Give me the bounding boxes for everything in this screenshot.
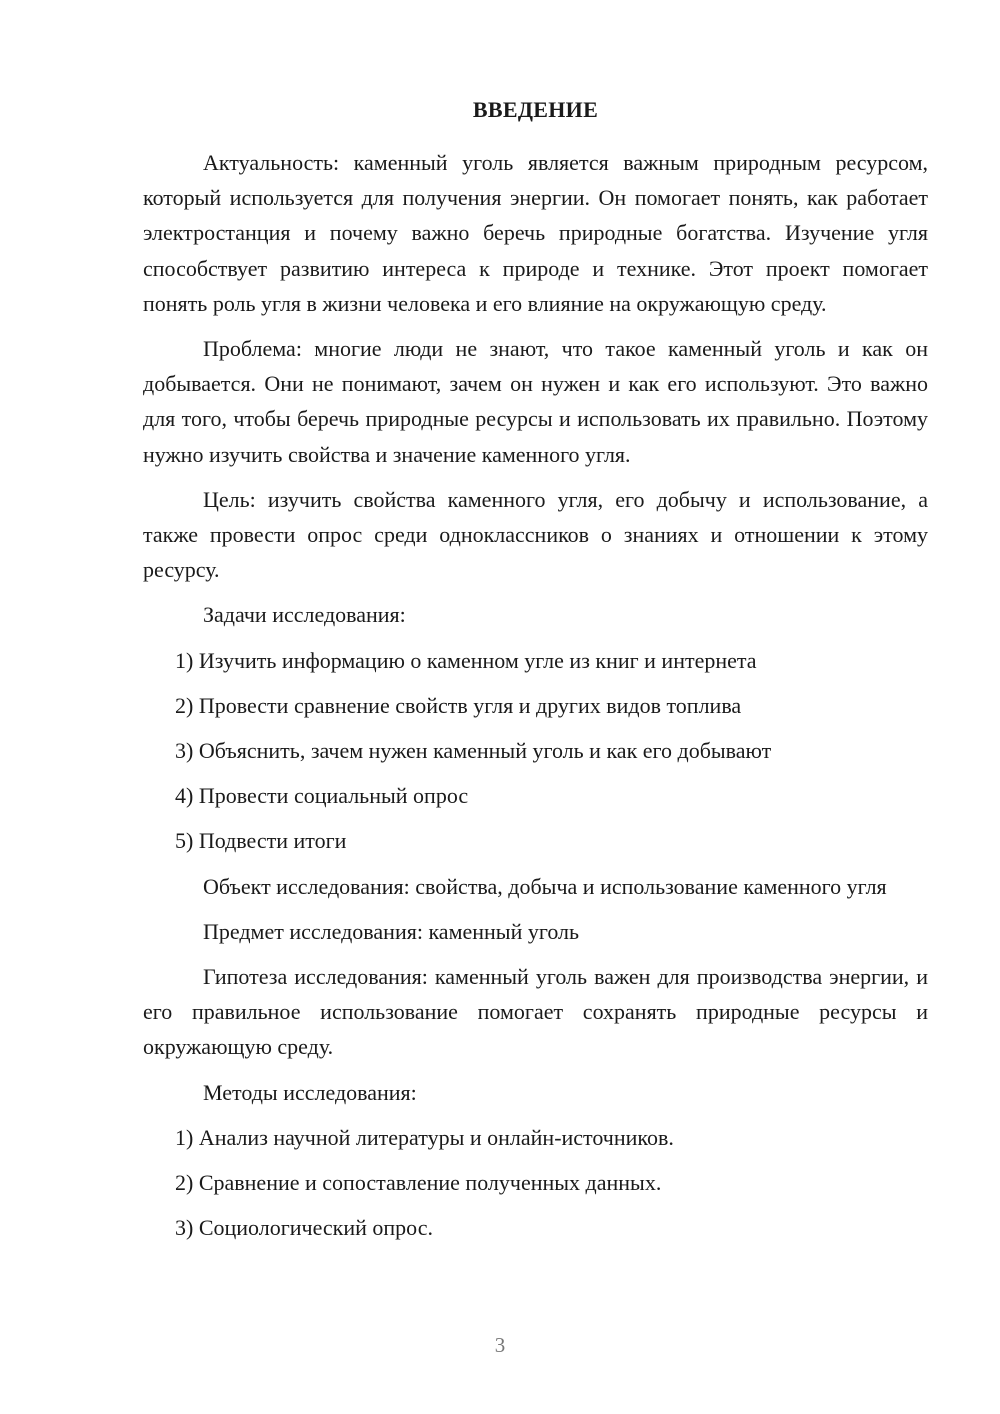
task-item: 5) Подвести итоги [175, 828, 347, 854]
task-item: 3) Объяснить, зачем нужен каменный уголь и как его добывают [175, 738, 772, 764]
hypothesis-paragraph: Гипотеза исследования: каменный уголь важен для производства энергии, и его правильное использование помогает сохранять природные ресурсы и окружающую среду. [143, 964, 928, 1060]
method-item: 2) Сравнение и сопоставление полученных данных. [175, 1170, 662, 1196]
tasks-heading: Задачи исследования: [203, 602, 406, 628]
subject-paragraph: Предмет исследования: каменный уголь [203, 918, 580, 944]
method-item: 1) Анализ научной литературы и онлайн-источников. [175, 1124, 674, 1150]
problem-paragraph: Проблема: многие люди не знают, что такое каменный уголь и как он добывается. Они не понимают, зачем он нужен и как его используют. Это важно для того, чтобы беречь природные ресурсы и использовать их правильно. Поэтому нужно изучить свойства и значение каменного угля. [143, 336, 928, 467]
task-item: 4) Провести социальный опрос [175, 783, 469, 809]
page-number: 3 [494, 1333, 506, 1357]
method-item: 3) Социологический опрос. [175, 1215, 433, 1241]
page-content [143, 92, 928, 1255]
object-paragraph: Объект исследования: свойства, добыча и использование каменного угля [203, 873, 887, 899]
goal-paragraph: Цель: изучить свойства каменного угля, его добычу и использование, а также провести опрос среди одноклассников о знаниях и отношении к этому ресурсу. [143, 486, 928, 583]
relevance-paragraph: Актуальность: каменный уголь является важным природным ресурсом, который используется для получения энергии. Он помогает понять, как работает электростанция и почему важно беречь природные богатства. Изучение угля способствует развитию интереса к природе и технике. Этот проект помогает понять роль угля в жизни человека и его влияние на окружающую среду. [143, 150, 928, 316]
section-title: ВВЕДЕНИЕ [472, 97, 599, 122]
methods-heading: Методы исследования: [203, 1079, 417, 1105]
task-item: 1) Изучить информацию о каменном угле из книг и интернета [175, 647, 757, 673]
task-item: 2) Провести сравнение свойств угля и других видов топлива [175, 692, 742, 718]
